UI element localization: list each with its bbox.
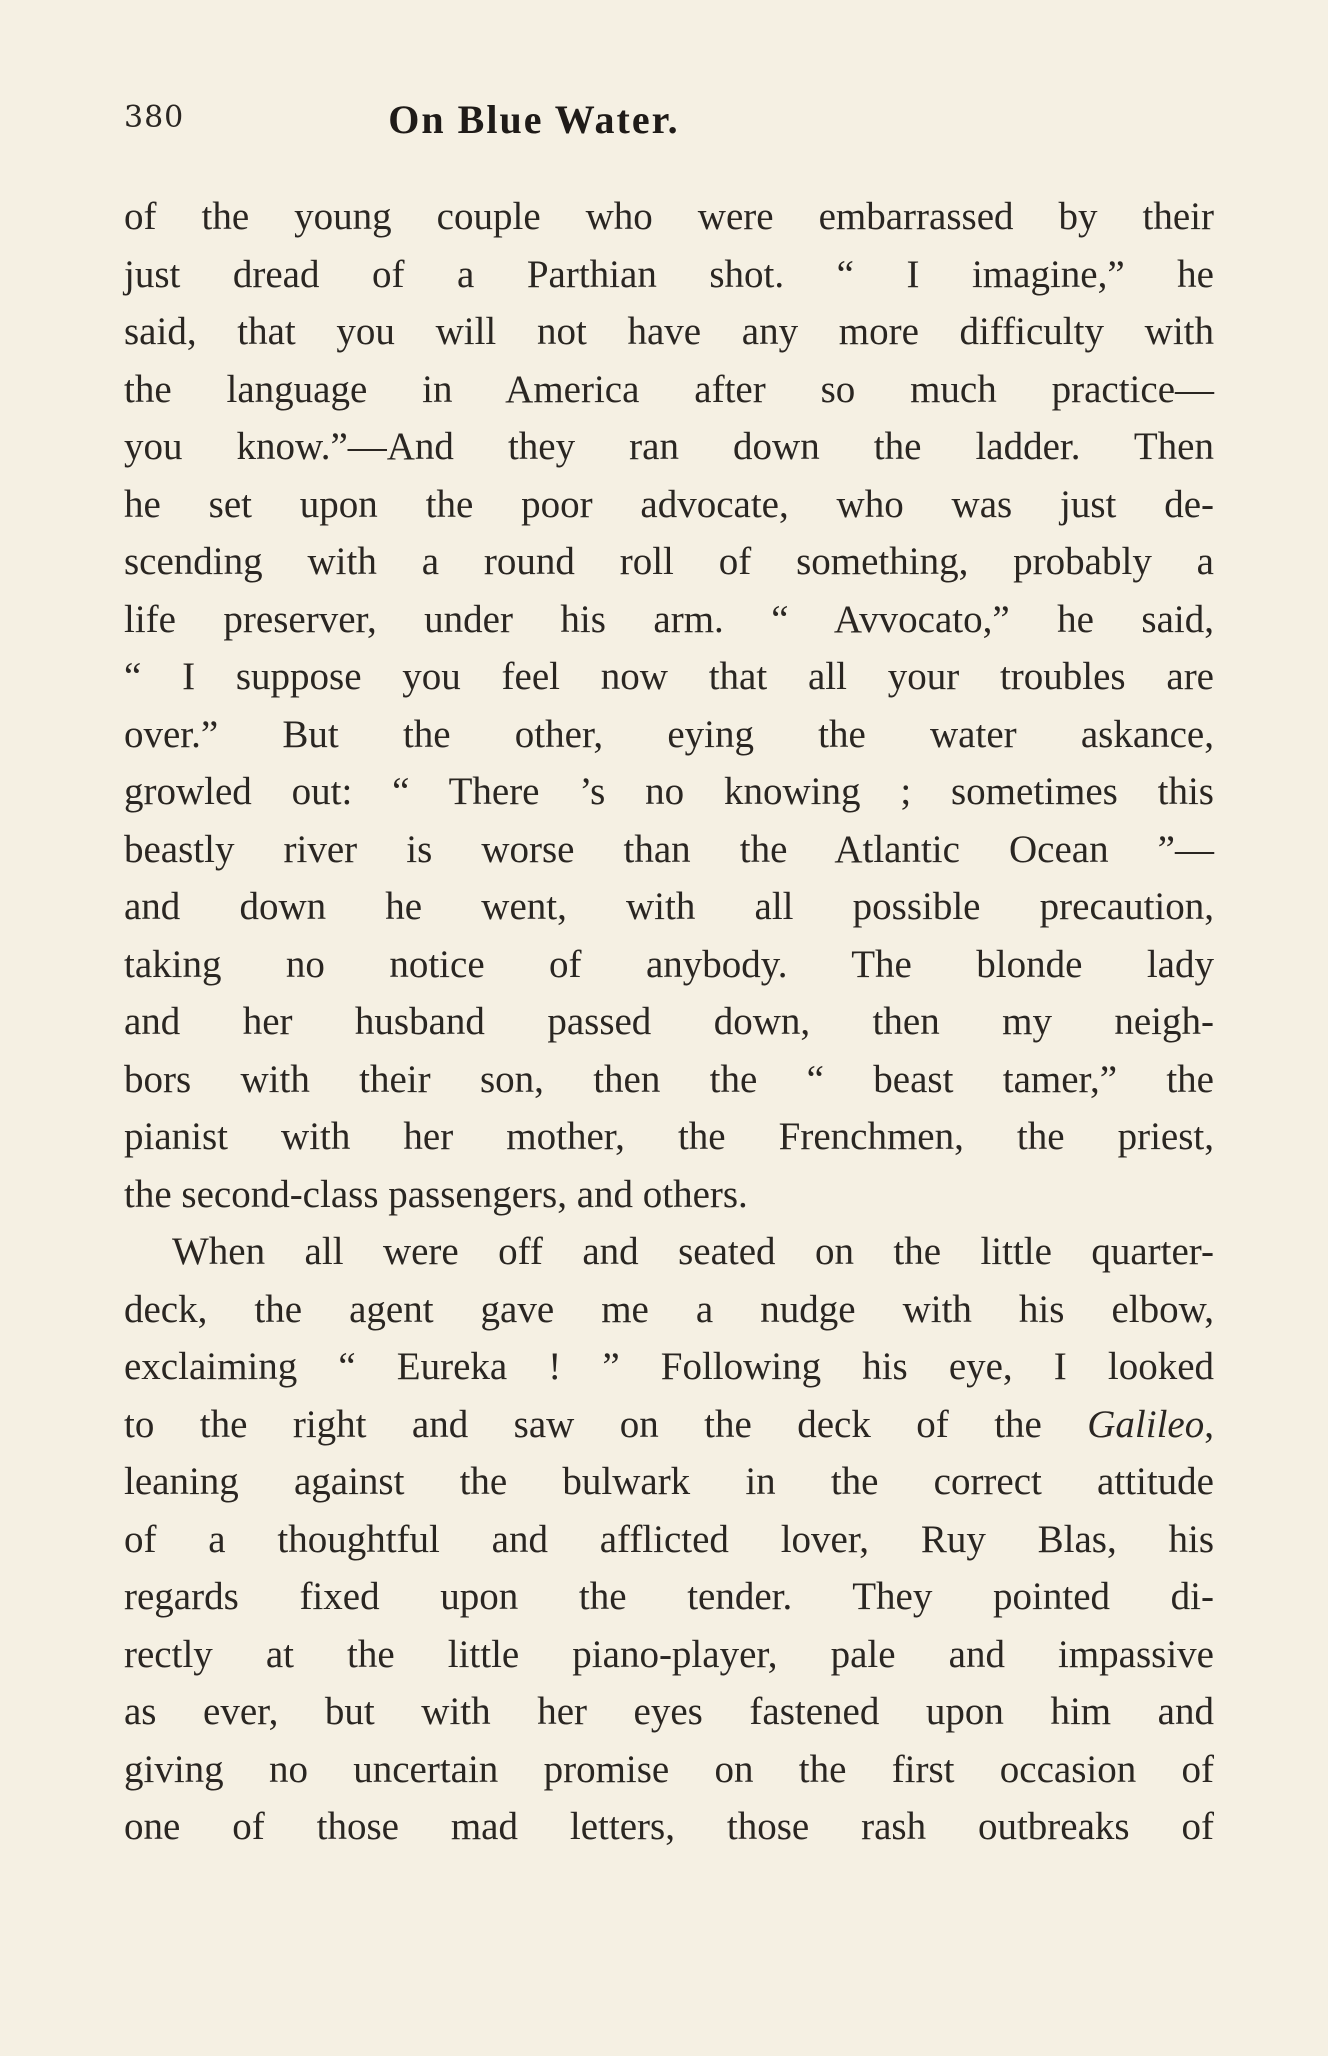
text-line: leaning against the bulwark in the correct attitude xyxy=(124,1460,1214,1503)
text-line: and down he went, with all possible precaution, xyxy=(124,885,1214,928)
text-line: one of those mad letters, those rash outbreaks of xyxy=(124,1805,1214,1848)
running-title: On Blue Water. xyxy=(388,97,680,142)
text-line: just dread of a Parthian shot. “ I imagine,” he xyxy=(124,252,1214,296)
text-line: you know.”—And they ran down the ladder. Then xyxy=(124,425,1214,468)
text-line-with-italic xyxy=(124,1396,1214,1454)
line-segment: , xyxy=(1204,1402,1214,1446)
text-line: “ I suppose you feel now that all your troubles are xyxy=(124,655,1214,698)
text-line: life preserver, under his arm. “ Avvocato,” he said, xyxy=(124,597,1214,641)
ship-name: Galileo xyxy=(1087,1402,1205,1446)
page-number: 380 xyxy=(124,100,185,135)
text-line: beastly river is worse than the Atlantic Ocean ”— xyxy=(124,827,1214,871)
text-line: rectly at the little piano-player, pale and impassive xyxy=(124,1632,1214,1676)
text-line: exclaiming “ Eureka ! ” Following his eye, I looked xyxy=(124,1345,1214,1388)
text-line: bors with their son, then the “ beast tamer,” the xyxy=(124,1057,1214,1101)
text-line: as ever, but with her eyes fastened upon him and xyxy=(124,1690,1214,1733)
text-line: When all were off and seated on the little quarter- xyxy=(172,1230,1214,1273)
line-segment: to the right and saw on the deck of the xyxy=(124,1402,1088,1446)
text-line: giving no uncertain promise on the first occasion of xyxy=(124,1747,1214,1791)
text-line: growled out: “ There ’s no knowing ; sometimes this xyxy=(124,770,1214,813)
text-line: and her husband passed down, then my neigh- xyxy=(124,1000,1214,1043)
text-line: over.” But the other, eying the water askance, xyxy=(124,712,1214,756)
text-line: deck, the agent gave me a nudge with his elbow, xyxy=(124,1287,1214,1331)
text-line: taking no notice of anybody. The blonde lady xyxy=(124,942,1214,986)
text-line: pianist with her mother, the Frenchmen, the priest, xyxy=(124,1115,1214,1158)
text-line: the language in America after so much practice— xyxy=(124,367,1214,411)
text-line: scending with a round roll of something, probably a xyxy=(124,540,1214,583)
body-text xyxy=(124,188,1214,1856)
text-line: regards fixed upon the tender. They pointed di- xyxy=(124,1575,1214,1618)
page-header xyxy=(124,96,1214,148)
text-line: said, that you will not have any more difficulty with xyxy=(124,310,1214,353)
text-line: of the young couple who were embarrassed by their xyxy=(124,195,1214,238)
text-line: he set upon the poor advocate, who was just de- xyxy=(124,482,1214,526)
text-line: of a thoughtful and afflicted lover, Ruy Blas, his xyxy=(124,1517,1214,1561)
text-line: the second-class passengers, and others. xyxy=(124,1172,748,1216)
